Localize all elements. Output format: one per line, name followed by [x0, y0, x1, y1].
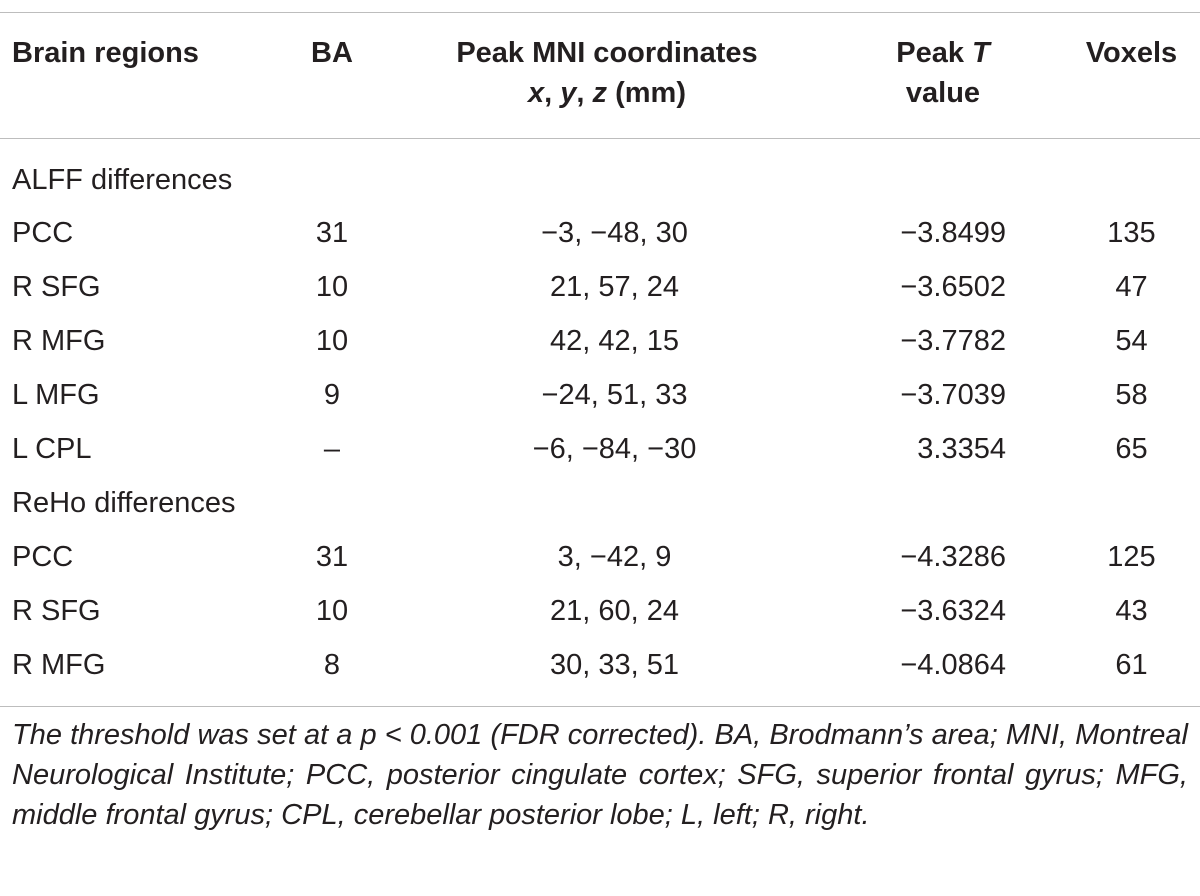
header-ba: BA — [311, 37, 353, 69]
cell-voxels: 65 — [1115, 433, 1148, 465]
cell-voxels: 61 — [1115, 649, 1148, 681]
cell-peak-t: −4.3286 — [900, 541, 1006, 573]
cell-ba: 31 — [315, 541, 349, 573]
header-mni-unit: (mm) — [607, 77, 686, 109]
header-peak-t-line2: value — [905, 77, 981, 109]
cell-peak-t: −3.6502 — [900, 271, 1006, 303]
section-title-alff: ALFF differences — [12, 164, 233, 196]
cell-voxels: 43 — [1115, 595, 1148, 627]
header-voxels: Voxels — [1085, 37, 1178, 69]
section-title-reho: ReHo differences — [12, 487, 236, 519]
header-brain-regions: Brain regions — [12, 37, 199, 69]
cell-region: L CPL — [12, 433, 92, 465]
cell-coordinates: −6, −84, −30 — [532, 433, 697, 465]
cell-region: R SFG — [12, 595, 101, 627]
header-mni-line1: Peak MNI coordinates — [456, 37, 758, 69]
cell-voxels: 54 — [1115, 325, 1148, 357]
cell-ba: 31 — [315, 217, 349, 249]
cell-peak-t: −3.7039 — [900, 379, 1006, 411]
header-mni-x: x — [528, 77, 545, 109]
header-mni-sep2: , — [576, 77, 593, 109]
cell-coordinates: 21, 60, 24 — [550, 595, 679, 627]
cell-voxels: 58 — [1115, 379, 1148, 411]
cell-coordinates: −3, −48, 30 — [541, 217, 688, 249]
cell-coordinates: 21, 57, 24 — [550, 271, 679, 303]
table-footnote: The threshold was set at a p < 0.001 (FDR corrected). BA, Brodmann’s area; MNI, Montreal Neurological Institute; PCC, posterior cingulate cortex; SFG, superior frontal gyrus; MFG, middle frontal gyrus; CPL, cerebellar posterior lobe; L, left; R, right. — [12, 719, 1188, 831]
cell-peak-t: −3.7782 — [900, 325, 1006, 357]
cell-coordinates: 30, 33, 51 — [550, 649, 679, 681]
cell-peak-t: 3.3354 — [917, 433, 1006, 465]
table-header-rule — [0, 138, 1200, 139]
cell-ba: 10 — [315, 271, 349, 303]
cell-voxels: 47 — [1115, 271, 1148, 303]
cell-peak-t: −4.0864 — [900, 649, 1006, 681]
header-mni-sep1: , — [544, 77, 561, 109]
header-mni-y: y — [560, 77, 577, 109]
cell-voxels: 135 — [1107, 217, 1156, 249]
cell-region: R SFG — [12, 271, 101, 303]
cell-ba: 10 — [315, 595, 349, 627]
cell-coordinates: 3, −42, 9 — [557, 541, 672, 573]
header-peak-t-value — [860, 33, 1026, 113]
header-peak-t-prefix: Peak — [896, 37, 973, 69]
cell-voxels: 125 — [1107, 541, 1156, 573]
cell-coordinates: 42, 42, 15 — [550, 325, 679, 357]
header-peak-t-line1 — [860, 33, 1026, 73]
cell-region: R MFG — [12, 649, 106, 681]
table-bottom-rule — [0, 706, 1200, 707]
header-mni-z: z — [592, 77, 608, 109]
table-top-rule — [0, 12, 1200, 13]
cell-peak-t: −3.6324 — [900, 595, 1006, 627]
cell-region: L MFG — [12, 379, 100, 411]
cell-region: PCC — [12, 217, 74, 249]
cell-region: R MFG — [12, 325, 106, 357]
cell-ba: 10 — [315, 325, 349, 357]
header-peak-t-italic: T — [972, 37, 990, 69]
cell-ba: – — [323, 433, 341, 465]
cell-ba: 9 — [323, 379, 341, 411]
cell-region: PCC — [12, 541, 74, 573]
cell-coordinates: −24, 51, 33 — [541, 379, 688, 411]
header-mni-coordinates — [407, 33, 807, 113]
cell-ba: 8 — [323, 649, 341, 681]
cell-peak-t: −3.8499 — [900, 217, 1006, 249]
header-mni-line2 — [407, 73, 807, 113]
